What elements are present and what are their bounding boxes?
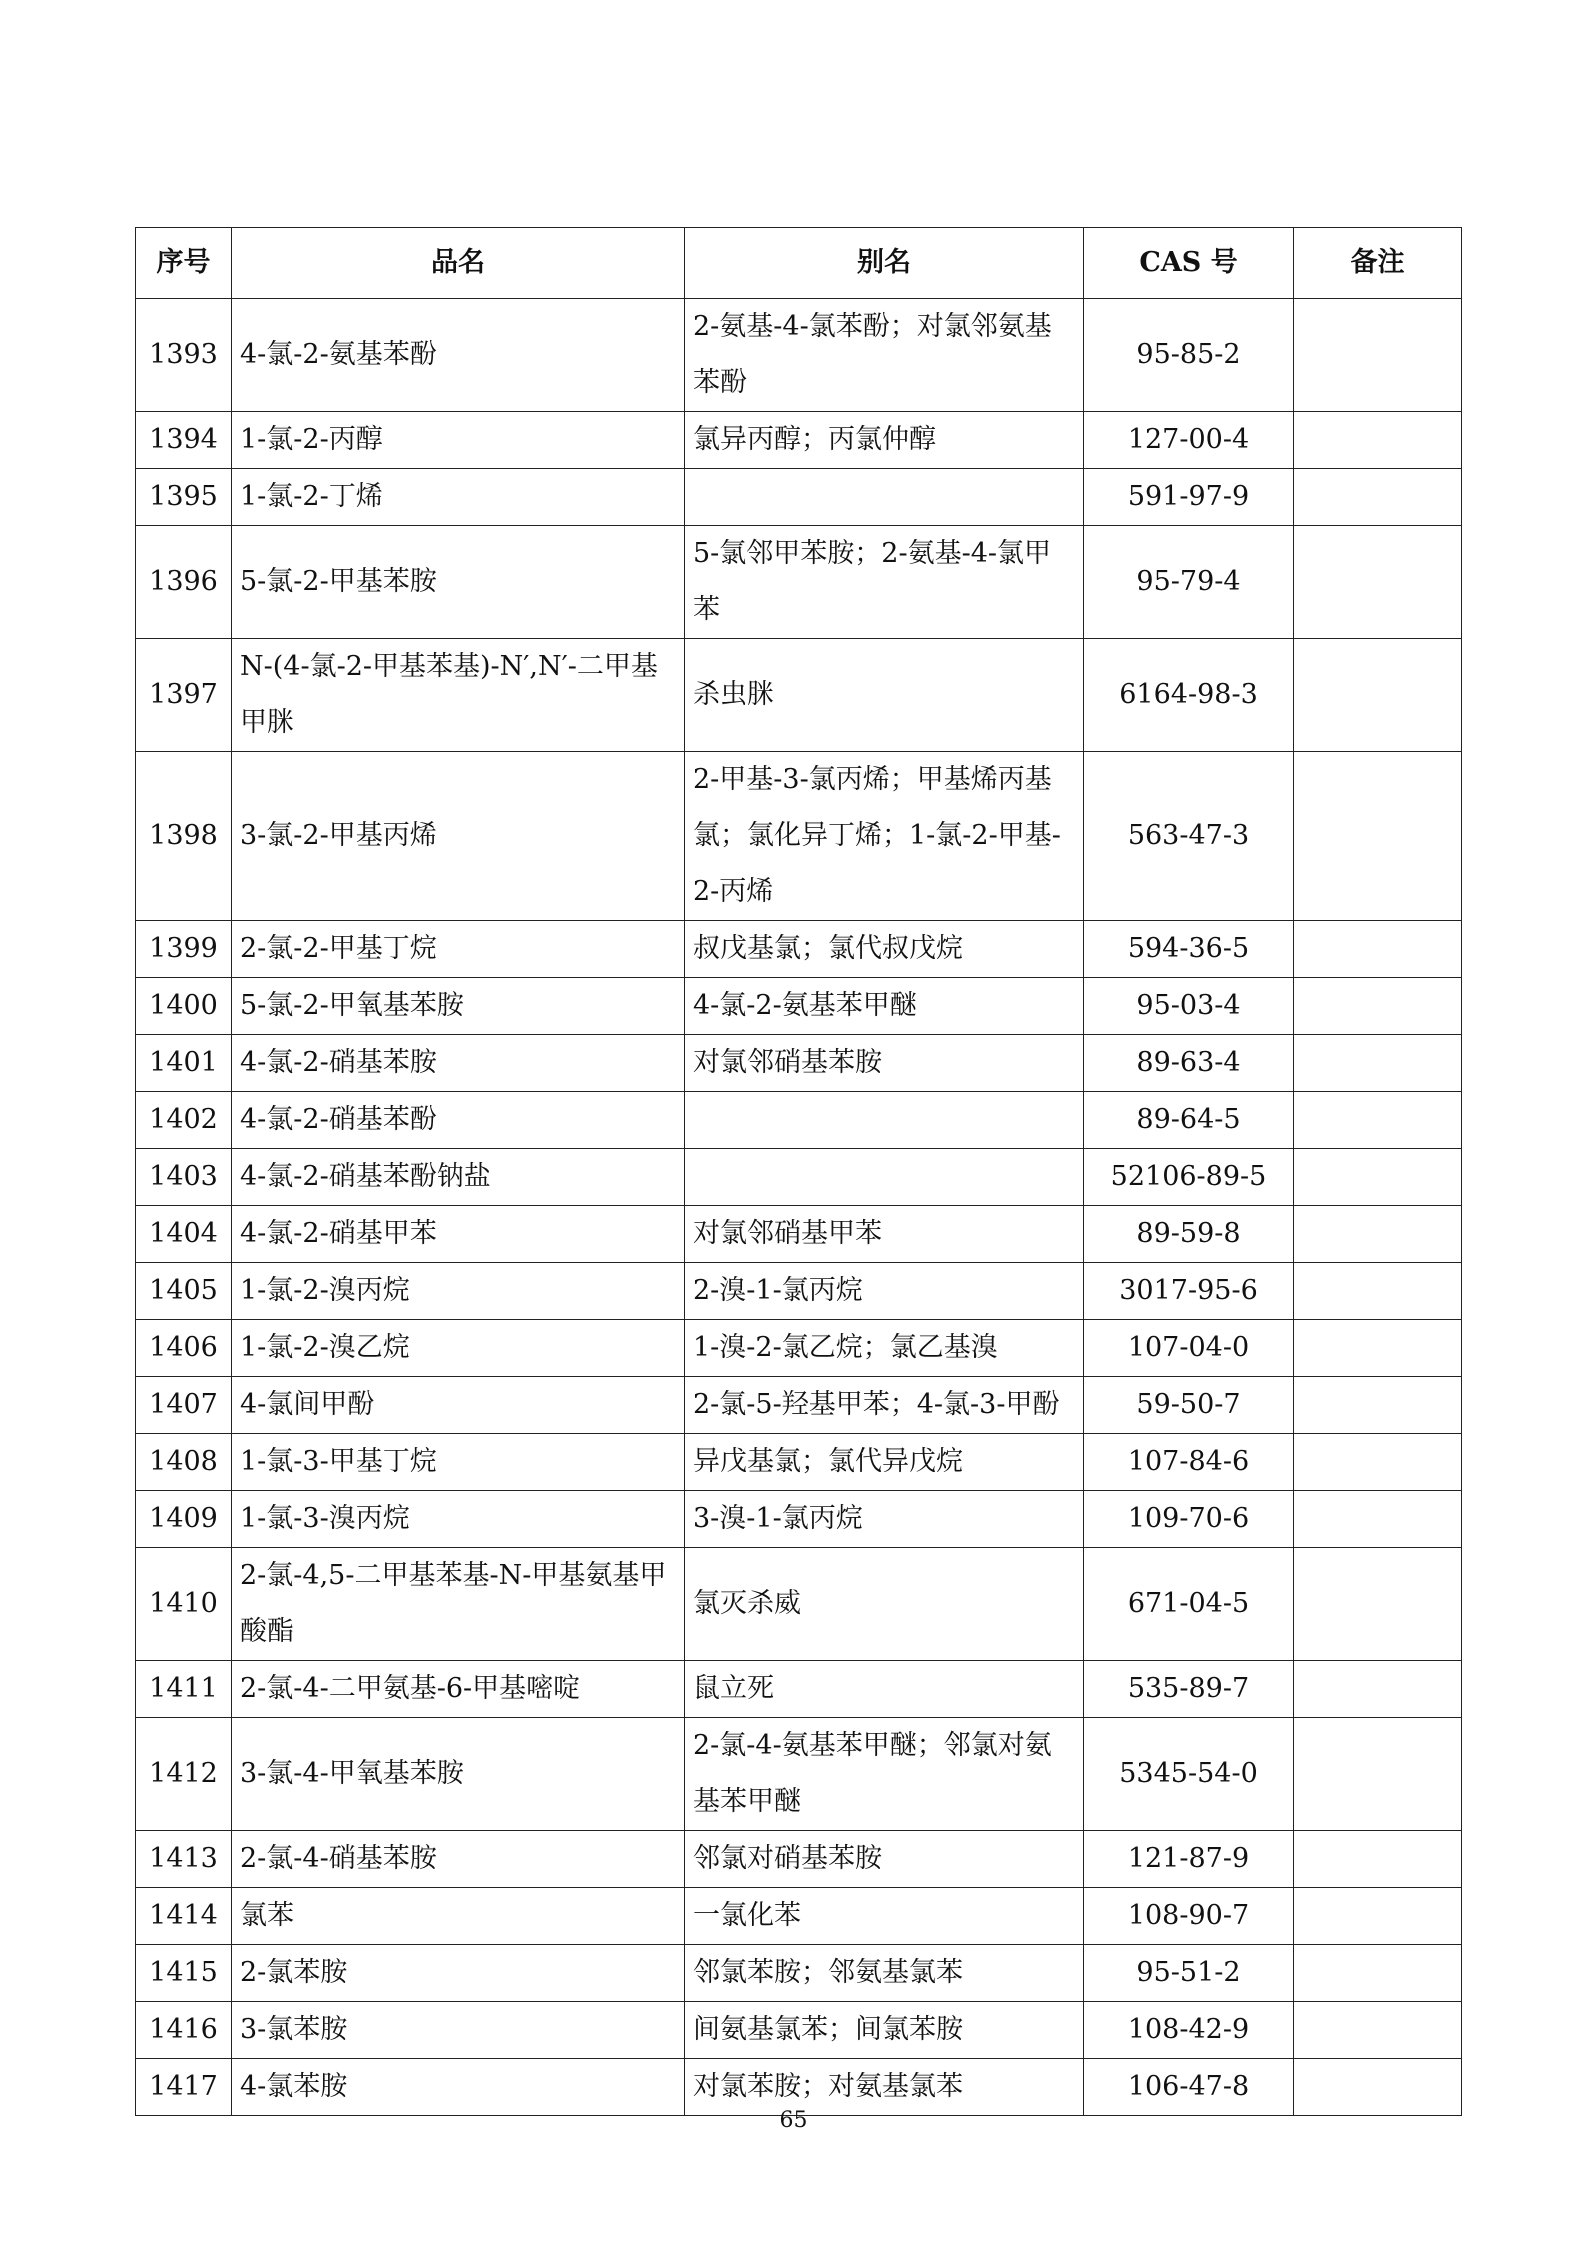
alias-cell: 2-甲基-3-氯丙烯；甲基烯丙基氯；氯化异丁烯；1-氯-2-甲基-2-丙烯	[685, 752, 1084, 921]
product-name-cell: 2-氯-4,5-二甲基苯基-N-甲基氨基甲酸酯	[232, 1548, 685, 1661]
product-name-cell: 4-氯-2-硝基苯胺	[232, 1035, 685, 1092]
serial-number-cell: 1409	[136, 1491, 232, 1548]
serial-number-cell: 1398	[136, 752, 232, 921]
table-row	[136, 2002, 1462, 2059]
table-row	[136, 1092, 1462, 1149]
table-row	[136, 1035, 1462, 1092]
product-name-cell: 1-氯-2-丙醇	[232, 412, 685, 469]
remark-cell	[1294, 1434, 1462, 1491]
alias-cell: 杀虫脒	[685, 639, 1084, 752]
serial-number-cell: 1396	[136, 526, 232, 639]
alias-cell: 对氯邻硝基苯胺	[685, 1035, 1084, 1092]
table-row	[136, 921, 1462, 978]
table-row	[136, 1434, 1462, 1491]
serial-number-cell: 1401	[136, 1035, 232, 1092]
cas-number-cell: 5345-54-0	[1084, 1718, 1294, 1831]
serial-number-cell: 1410	[136, 1548, 232, 1661]
product-name-cell: 1-氯-2-丁烯	[232, 469, 685, 526]
remark-cell	[1294, 752, 1462, 921]
cas-number-cell: 89-59-8	[1084, 1206, 1294, 1263]
product-name-cell: 4-氯苯胺	[232, 2059, 685, 2116]
serial-number-cell: 1393	[136, 299, 232, 412]
alias-cell: 2-氯-5-羟基甲苯；4-氯-3-甲酚	[685, 1377, 1084, 1434]
alias-cell: 4-氯-2-氨基苯甲醚	[685, 978, 1084, 1035]
table-row	[136, 1661, 1462, 1718]
header-remark: 备注	[1294, 228, 1462, 299]
header-serial-number: 序号	[136, 228, 232, 299]
product-name-cell: 1-氯-2-溴丙烷	[232, 1263, 685, 1320]
serial-number-cell: 1397	[136, 639, 232, 752]
cas-number-cell: 106-47-8	[1084, 2059, 1294, 2116]
table-row	[136, 1206, 1462, 1263]
remark-cell	[1294, 1718, 1462, 1831]
product-name-cell: 4-氯-2-硝基苯酚钠盐	[232, 1149, 685, 1206]
table-header-row	[136, 228, 1462, 299]
alias-cell: 对氯邻硝基甲苯	[685, 1206, 1084, 1263]
serial-number-cell: 1403	[136, 1149, 232, 1206]
header-alias: 别名	[685, 228, 1084, 299]
table-row	[136, 1491, 1462, 1548]
chemical-list-table	[135, 227, 1462, 2116]
alias-cell	[685, 1149, 1084, 1206]
serial-number-cell: 1413	[136, 1831, 232, 1888]
table-row	[136, 2059, 1462, 2116]
product-name-cell: 2-氯-4-硝基苯胺	[232, 1831, 685, 1888]
serial-number-cell: 1399	[136, 921, 232, 978]
serial-number-cell: 1406	[136, 1320, 232, 1377]
page-number: 65	[779, 2108, 808, 2133]
cas-number-cell: 563-47-3	[1084, 752, 1294, 921]
cas-number-cell: 3017-95-6	[1084, 1263, 1294, 1320]
remark-cell	[1294, 1548, 1462, 1661]
serial-number-cell: 1411	[136, 1661, 232, 1718]
cas-number-cell: 107-04-0	[1084, 1320, 1294, 1377]
cas-number-cell: 594-36-5	[1084, 921, 1294, 978]
alias-cell: 邻氯对硝基苯胺	[685, 1831, 1084, 1888]
cas-number-cell: 109-70-6	[1084, 1491, 1294, 1548]
serial-number-cell: 1415	[136, 1945, 232, 2002]
header-product-name: 品名	[232, 228, 685, 299]
remark-cell	[1294, 1092, 1462, 1149]
alias-cell	[685, 1092, 1084, 1149]
remark-cell	[1294, 921, 1462, 978]
cas-number-cell: 59-50-7	[1084, 1377, 1294, 1434]
cas-number-cell: 121-87-9	[1084, 1831, 1294, 1888]
cas-number-cell: 95-85-2	[1084, 299, 1294, 412]
table-row	[136, 978, 1462, 1035]
product-name-cell: 1-氯-2-溴乙烷	[232, 1320, 685, 1377]
product-name-cell: 5-氯-2-甲氧基苯胺	[232, 978, 685, 1035]
product-name-cell: 2-氯苯胺	[232, 1945, 685, 2002]
remark-cell	[1294, 1888, 1462, 1945]
cas-number-cell: 89-64-5	[1084, 1092, 1294, 1149]
product-name-cell: 1-氯-3-甲基丁烷	[232, 1434, 685, 1491]
table-row	[136, 469, 1462, 526]
remark-cell	[1294, 1491, 1462, 1548]
serial-number-cell: 1394	[136, 412, 232, 469]
serial-number-cell: 1395	[136, 469, 232, 526]
product-name-cell: 3-氯苯胺	[232, 2002, 685, 2059]
cas-number-cell: 127-00-4	[1084, 412, 1294, 469]
product-name-cell: 1-氯-3-溴丙烷	[232, 1491, 685, 1548]
serial-number-cell: 1417	[136, 2059, 232, 2116]
table-row	[136, 639, 1462, 752]
remark-cell	[1294, 2059, 1462, 2116]
cas-number-cell: 95-79-4	[1084, 526, 1294, 639]
product-name-cell: 氯苯	[232, 1888, 685, 1945]
cas-number-cell: 89-63-4	[1084, 1035, 1294, 1092]
table-row	[136, 412, 1462, 469]
alias-cell: 5-氯邻甲苯胺；2-氨基-4-氯甲苯	[685, 526, 1084, 639]
alias-cell: 异戊基氯；氯代异戊烷	[685, 1434, 1084, 1491]
serial-number-cell: 1400	[136, 978, 232, 1035]
cas-number-cell: 108-42-9	[1084, 2002, 1294, 2059]
serial-number-cell: 1412	[136, 1718, 232, 1831]
cas-number-cell: 52106-89-5	[1084, 1149, 1294, 1206]
alias-cell	[685, 469, 1084, 526]
table-row	[136, 1377, 1462, 1434]
product-name-cell: 4-氯-2-硝基甲苯	[232, 1206, 685, 1263]
remark-cell	[1294, 639, 1462, 752]
product-name-cell: 3-氯-2-甲基丙烯	[232, 752, 685, 921]
alias-cell: 邻氯苯胺；邻氨基氯苯	[685, 1945, 1084, 2002]
table-row	[136, 299, 1462, 412]
table-row	[136, 1263, 1462, 1320]
alias-cell: 一氯化苯	[685, 1888, 1084, 1945]
remark-cell	[1294, 2002, 1462, 2059]
table-row	[136, 526, 1462, 639]
table-body	[136, 299, 1462, 2116]
table-row	[136, 1888, 1462, 1945]
cas-number-cell: 107-84-6	[1084, 1434, 1294, 1491]
alias-cell: 对氯苯胺；对氨基氯苯	[685, 2059, 1084, 2116]
alias-cell: 3-溴-1-氯丙烷	[685, 1491, 1084, 1548]
remark-cell	[1294, 1377, 1462, 1434]
remark-cell	[1294, 1263, 1462, 1320]
product-name-cell: 5-氯-2-甲基苯胺	[232, 526, 685, 639]
remark-cell	[1294, 1035, 1462, 1092]
alias-cell: 2-氯-4-氨基苯甲醚；邻氯对氨基苯甲醚	[685, 1718, 1084, 1831]
remark-cell	[1294, 1206, 1462, 1263]
product-name-cell: 3-氯-4-甲氧基苯胺	[232, 1718, 685, 1831]
alias-cell: 2-氨基-4-氯苯酚；对氯邻氨基苯酚	[685, 299, 1084, 412]
table-row	[136, 1945, 1462, 2002]
alias-cell: 鼠立死	[685, 1661, 1084, 1718]
product-name-cell: 2-氯-2-甲基丁烷	[232, 921, 685, 978]
cas-number-cell: 6164-98-3	[1084, 639, 1294, 752]
serial-number-cell: 1416	[136, 2002, 232, 2059]
cas-number-cell: 535-89-7	[1084, 1661, 1294, 1718]
alias-cell: 叔戊基氯；氯代叔戊烷	[685, 921, 1084, 978]
serial-number-cell: 1408	[136, 1434, 232, 1491]
remark-cell	[1294, 1661, 1462, 1718]
serial-number-cell: 1402	[136, 1092, 232, 1149]
serial-number-cell: 1414	[136, 1888, 232, 1945]
serial-number-cell: 1407	[136, 1377, 232, 1434]
table-row	[136, 1149, 1462, 1206]
alias-cell: 间氨基氯苯；间氯苯胺	[685, 2002, 1084, 2059]
table-row	[136, 1831, 1462, 1888]
serial-number-cell: 1404	[136, 1206, 232, 1263]
remark-cell	[1294, 412, 1462, 469]
header-cas-number: CAS 号	[1084, 228, 1294, 299]
table-row	[136, 1548, 1462, 1661]
cas-number-cell: 591-97-9	[1084, 469, 1294, 526]
remark-cell	[1294, 526, 1462, 639]
product-name-cell: 2-氯-4-二甲氨基-6-甲基嘧啶	[232, 1661, 685, 1718]
alias-cell: 氯异丙醇；丙氯仲醇	[685, 412, 1084, 469]
alias-cell: 2-溴-1-氯丙烷	[685, 1263, 1084, 1320]
remark-cell	[1294, 978, 1462, 1035]
alias-cell: 氯灭杀威	[685, 1548, 1084, 1661]
chemical-list-table-container	[135, 227, 1461, 2116]
cas-number-cell: 95-51-2	[1084, 1945, 1294, 2002]
product-name-cell: 4-氯-2-硝基苯酚	[232, 1092, 685, 1149]
table-row	[136, 1718, 1462, 1831]
alias-cell: 1-溴-2-氯乙烷；氯乙基溴	[685, 1320, 1084, 1377]
product-name-cell: 4-氯间甲酚	[232, 1377, 685, 1434]
serial-number-cell: 1405	[136, 1263, 232, 1320]
table-row	[136, 752, 1462, 921]
cas-number-cell: 108-90-7	[1084, 1888, 1294, 1945]
remark-cell	[1294, 1831, 1462, 1888]
cas-number-cell: 671-04-5	[1084, 1548, 1294, 1661]
remark-cell	[1294, 469, 1462, 526]
cas-number-cell: 95-03-4	[1084, 978, 1294, 1035]
remark-cell	[1294, 1320, 1462, 1377]
remark-cell	[1294, 1945, 1462, 2002]
remark-cell	[1294, 1149, 1462, 1206]
product-name-cell: 4-氯-2-氨基苯酚	[232, 299, 685, 412]
product-name-cell: N-(4-氯-2-甲基苯基)-N′,N′-二甲基甲脒	[232, 639, 685, 752]
remark-cell	[1294, 299, 1462, 412]
table-row	[136, 1320, 1462, 1377]
